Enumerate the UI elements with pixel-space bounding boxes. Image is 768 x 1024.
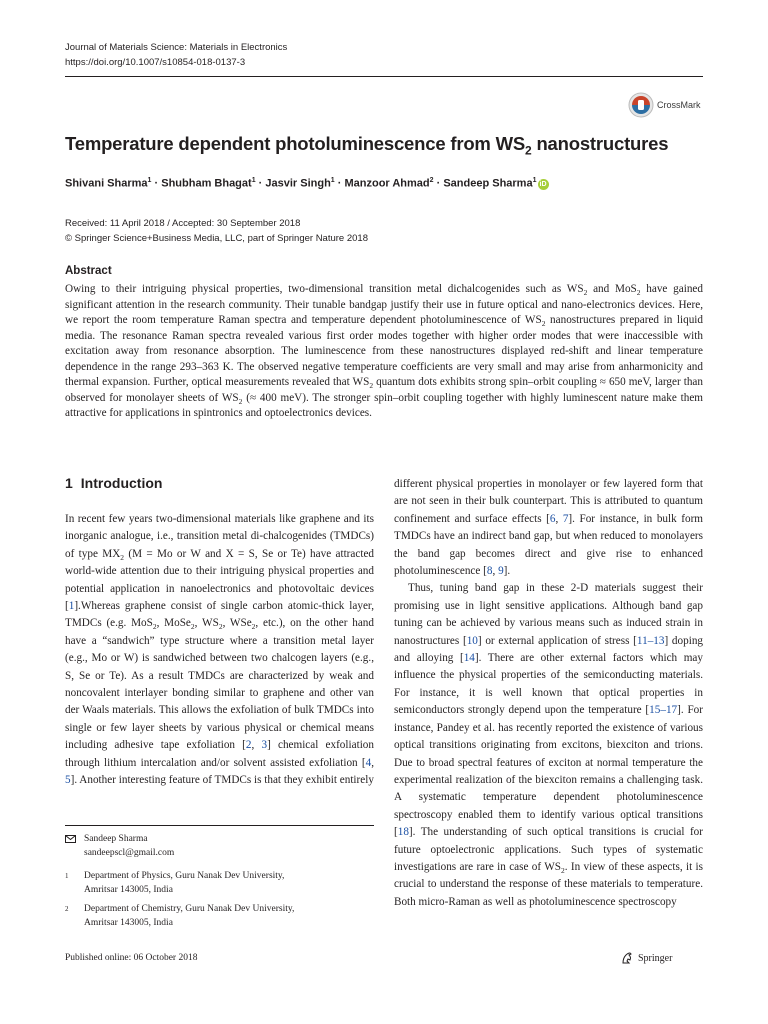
citation-link[interactable]: 1: [68, 600, 75, 613]
crossmark-badge[interactable]: [628, 92, 701, 118]
citation-link[interactable]: 15–17: [649, 704, 678, 717]
affiliation-number: 2: [65, 905, 69, 913]
author-name[interactable]: Manzoor Ahmad: [344, 177, 430, 190]
author-list: Shivani Sharma$^1$ · Shubham Bhagat$^1$ · Jasvir Singh$^1$ · Manzoor Ahmad$^2$ · Sandeep Sharma$^1$iD: [65, 177, 547, 190]
citation-link[interactable]: 8: [486, 565, 493, 578]
affiliation-1: 1 Department of Physics, Guru Nanak Dev University, Amritsar 143005, India: [65, 871, 285, 895]
author-name[interactable]: Sandeep Sharma: [443, 177, 533, 190]
article-dates: [65, 217, 368, 246]
author-name[interactable]: Jasvir Singh: [265, 177, 331, 190]
section-title: Introduction: [80, 475, 163, 491]
copyright-line: © Springer Science+Business Media, LLC, part of Springer Nature 2018: [65, 232, 368, 244]
author-name[interactable]: Shubham Bhagat: [161, 177, 252, 190]
article-title: Temperature dependent photoluminescence from $WS_2$ nanostructures: [65, 133, 669, 158]
citation-link[interactable]: 14: [463, 652, 475, 665]
corresponding-author-name: Sandeep Sharma: [84, 834, 148, 844]
citation-link[interactable]: 3: [261, 739, 268, 752]
paragraph: Thus, tuning band gap in these 2-D materials suggest their promising use in light sensitive applications. Although band gap tuning can be achieved by various means such as induced strain in nanostructures [10] or external application of stress [11–13] doping and alloying [14]. There are other external factors which may influence the physical properties of the semiconducting materials. For instance, it is well known that optical properties in semiconductors strongly depend upon the temperature [15–17]. For instance, Pandey et al. has recently reported the existence of various optical transitions originating from excitons, biexciton and trions. Due to broad spectral features of exciton at normal temperature the experimental realization of the biexciton remains a challenging task. A systematic temperature dependent photoluminescence spectroscopy enabled them to identify various optical transitions [18]. The understanding of such optical transitions is crucial for future optoelectronic applications. Such types of systematic investigations are rare in case of $WS_2$. In view of these aspects, it is crucial to understand the response of these materials to temperature. Both micro-Raman as well as photoluminescence spectroscopy: [394, 582, 704, 908]
publisher-name: Springer: [638, 952, 673, 964]
corresponding-author-email[interactable]: sandeepscl@gmail.com: [84, 848, 175, 858]
abstract-text: Owing to their intriguing physical properties, two-dimensional transition metal dichalcogenides such as $WS_2$ and MoS$_2$ have gained significant attention in the research community. Their tunable bandgap justify their use in future optical and nano-electronics devices. Here, we report the room temperature Raman spectra and temperature dependent photoluminescence of $WS_2$ nanostructures prepared in liquid media. The resonance Raman spectra revealed various first order modes together with higher order modes that were inaccessible with excitation away from resonance absorption. The luminescence from these nanostructures displayed red-shift and linear temperature dependence in the range 293–363 K. The observed negative temperature coefficients are very small and may arise from anharmonicity and thermal expansion. Further, optical measurements revealed that $WS_2$ quantum dots exhibits strong spin–orbit coupling ≈ 650 meV, larger than observed for monolayer sheets of $WS_2$ (≈ 400 meV). The stronger spin–orbit coupling together with highly luminescent nature make them attractive for applications in spintronics and optoelectronics devices.: [65, 283, 703, 419]
envelope-icon: [65, 835, 76, 843]
header-rule: [65, 76, 703, 77]
citation-link[interactable]: 5: [65, 774, 71, 787]
publisher-logo[interactable]: [620, 951, 672, 965]
affiliation-2: 2 Department of Chemistry, Guru Nanak Dev University, Amritsar 143005, India: [65, 904, 295, 928]
crossmark-logo-icon: [628, 92, 654, 118]
springer-horse-logo-icon: [620, 951, 634, 965]
citation-link[interactable]: 9: [498, 565, 504, 578]
paragraph: different physical properties in monolayer or few layered form that are not seen in their bulk counterpart. This is attributed to quantum confinement and surface effects [6, 7]. For instance, in bulk form TMDCs have an indirect band gap, but when reduced to monolayers the band gap becomes direct and give rise to enhanced photoluminescence [8, 9].: [394, 478, 704, 578]
paragraph: In recent few years two-dimensional materials like graphene and its inorganic analogue, i.e., transition metal di-chalcogenides (TMDCs) of type $MX_2$ (M = Mo or W and X = S, Se or Te) have attracted world-wide attention due to their intriguing physical properties and potential application in nanoelectronics and photovoltaic devices [1].Whereas graphene consist of single carbon atomic-thick layer, TMDCs (e.g. MoS$_2$, MoSe$_2$, $WS_2$, WSe$_2$, etc.), on the other hand have a “sandwich” type structure where a transition metal layer (e.g., Mo or W) is sandwiched between two chalcogen layers (e.g., S, Se or Te). As a result TMDCs are characterized by weak and noncovalent interlayer bonding similar to graphene and other van der Waals materials. This allows the exfoliation of bulk TMDCs into single or few layer sheets by various physical or chemical means including adhesive tape exfoliation [2, 3] chemical exfoliation through lithium intercalation and/or solvent assisted exfoliation [4, 5]. Another interesting feature of TMDCs is that they exhibit entirely: [65, 513, 375, 787]
section-heading: [65, 475, 162, 491]
crossmark-label: CrossMark: [657, 100, 701, 110]
orcid-icon[interactable]: iD: [539, 180, 547, 188]
citation-link[interactable]: 18: [397, 826, 409, 839]
citation-link[interactable]: 6: [549, 512, 556, 525]
journal-name: Journal of Materials Science: Materials in Electronics: [65, 42, 288, 53]
section-number: 1: [65, 475, 73, 491]
doi-link[interactable]: https://doi.org/10.1007/s10854-018-0137-3: [65, 57, 246, 68]
citation-link[interactable]: 11–13: [636, 634, 665, 647]
citation-link[interactable]: 7: [562, 512, 569, 525]
corresponding-author-note: [65, 832, 174, 860]
citation-link[interactable]: 10: [466, 634, 478, 647]
received-accepted: Received: 11 April 2018 / Accepted: 30 September 2018: [65, 218, 301, 229]
affiliation-number: 1: [65, 872, 69, 880]
citation-link[interactable]: 4: [365, 756, 372, 769]
published-online-date: Published online: 06 October 2018: [65, 953, 198, 963]
author-name[interactable]: Shivani Sharma: [65, 177, 148, 190]
body-column-left: [65, 511, 374, 790]
abstract-heading: Abstract: [65, 265, 112, 277]
body-column-right: [394, 476, 703, 911]
running-header: [65, 40, 287, 70]
footnote-rule: [65, 825, 374, 826]
citation-link[interactable]: 2: [245, 739, 252, 752]
